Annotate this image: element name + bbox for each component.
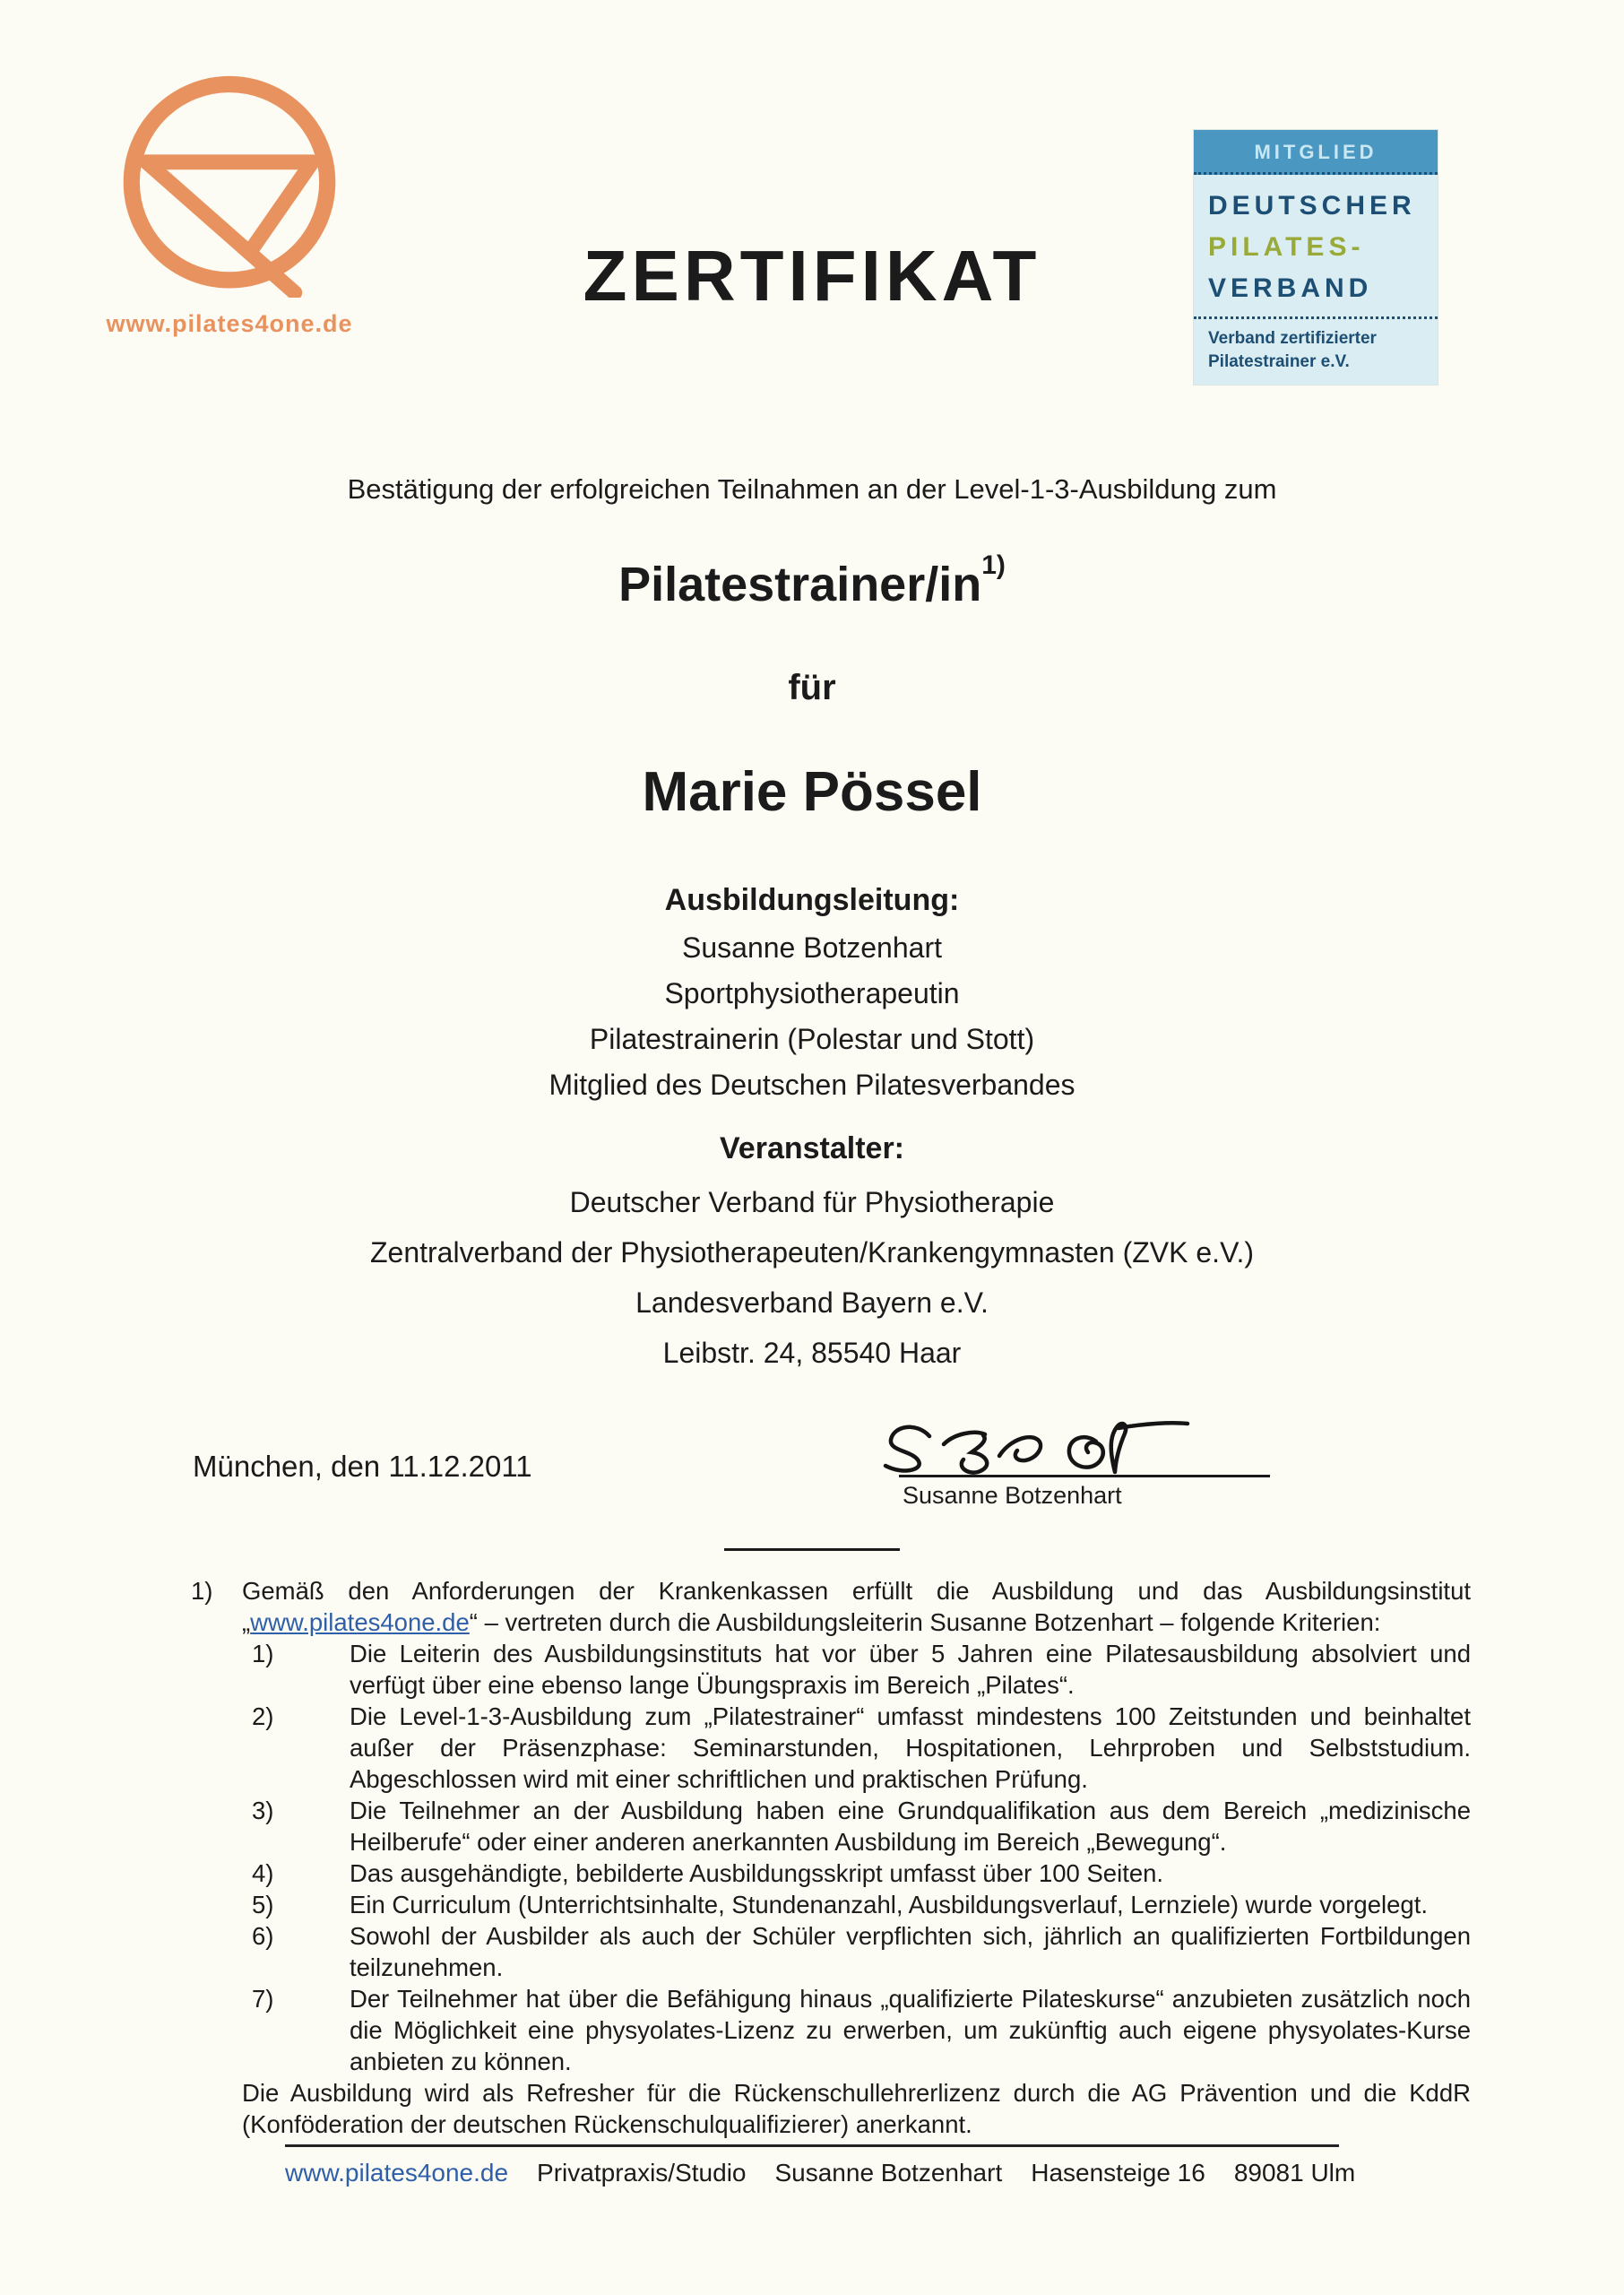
qualification-title: Pilatestrainer/$in^{1)}$ [618, 550, 1006, 611]
footnote-item [191, 1701, 1471, 1795]
footnote-item [191, 1983, 1471, 2077]
training-lead-line: Mitglied des Deutschen Pilatesverbandes [549, 1069, 1075, 1101]
footnote-item-number: 3) [252, 1797, 274, 1824]
badge-subtitle: Verband zertifizierter Pilatestrainer e.V. [1208, 329, 1377, 371]
footnote-closing-note: Die Ausbildung wird als Refresher für die Rückenschullehrerlizenz durch die AG Prävention und die KddR (Konföderation der deutschen Rückenschulqualifizierer) anerkannt. [242, 2079, 1471, 2138]
signature [883, 1420, 1277, 1479]
training-lead-line: Susanne Botzenhart [682, 931, 942, 964]
certificate-title: ZERTIFIKAT [583, 236, 1041, 316]
badge-line-pilates: PILATES- [1208, 232, 1365, 262]
footnote-item-text: Die Level-1-3-Ausbildung zum „Pilatestrainer“ umfasst mindestens 100 Zeitstunden und beinhaltet außer der Präsenzphase: Seminarstunden, Hospitationen, Lehrproben und Selbststudium. Abgeschlossen wird mit einer schriftlichen und praktischen Prüfung. [350, 1702, 1471, 1793]
signature-line [899, 1475, 1270, 1477]
footnote-marker: 1) [191, 1577, 213, 1605]
badge-line-verband: VERBAND [1208, 273, 1373, 303]
footnote-item-number: 7) [252, 1985, 274, 2013]
place-date: München, den 11.12.2011 [193, 1450, 532, 1483]
footnote-separator [724, 1548, 900, 1551]
footnote-item-number: 5) [252, 1891, 274, 1918]
for-label: für [788, 668, 836, 707]
training-lead-line: Pilatestrainerin (Polestar und Stott) [589, 1023, 1035, 1055]
organizer-heading: Veranstalter: [720, 1131, 904, 1165]
footnote-item-text: Der Teilnehmer hat über die Befähigung hinaus „qualifizierte Pilateskurse“ anzubieten zusätzlich noch die Möglichkeit eine physyolates-Lizenz zu erwerben, um zukünftig auch eigene physyolates-Kurse anbieten zu können. [350, 1985, 1471, 2075]
training-lead-heading: Ausbildungsleitung: [664, 883, 960, 917]
footer-studio: Privatpraxis/Studio [537, 2159, 747, 2187]
footnote-item-text: Die Leiterin des Ausbildungsinstituts hat vor über 5 Jahren eine Pilatesausbildung absolviert und verfügt über eine ebenso lange Übungspraxis im Bereich „Pilates“. [350, 1640, 1471, 1699]
recipient-name: Marie Pössel [642, 761, 982, 823]
footnote-item-text: Das ausgehändigte, bebilderte Ausbildungsskript umfasst über 100 Seiten. [350, 1859, 1164, 1887]
footnote-item-number: 4) [252, 1859, 274, 1887]
footnote-item [191, 1889, 1471, 1920]
logo-website-text: www.pilates4one.de [106, 310, 353, 337]
footnote-item [191, 1638, 1471, 1701]
footnote-website-link[interactable]: www.pilates4one.de [250, 1608, 470, 1636]
training-lead-lines [0, 925, 1624, 1108]
footer-website-link[interactable]: www.pilates4one.de [285, 2159, 509, 2187]
training-lead-line: Sportphysiotherapeutin [664, 977, 960, 1009]
badge-line-deutscher: DEUTSCHER [1208, 191, 1416, 221]
organizer-line: Leibstr. 24, 85540 Haar [662, 1337, 962, 1369]
membership-badge [1194, 130, 1438, 385]
footnote-item-number: 1) [252, 1640, 274, 1667]
badge-member-band: MITGLIED [1194, 130, 1438, 175]
footnote-item-number: 6) [252, 1922, 274, 1950]
organizer-line: Deutscher Verband für Physiotherapie [569, 1186, 1055, 1218]
footer-street: Hasensteige 16 [1031, 2159, 1205, 2187]
certificate-body [0, 473, 1624, 1378]
organizer-line: Landesverband Bayern e.V. [635, 1286, 989, 1319]
organizer-lines [0, 1177, 1624, 1378]
footnote-item [191, 1920, 1471, 1983]
footer-owner: Susanne Botzenhart [774, 2159, 1003, 2187]
footnote-item-text: Sowohl der Ausbilder als auch der Schüler verpflichten sich, jährlich an qualifizierten Fortbildungen teilzunehmen. [350, 1922, 1471, 1981]
footnote-intro: 1) Gemäß den Anforderungen der Krankenkassen erfüllt die Ausbildung und das Ausbildungsinstitut „www.pilates4one.de“ – vertreten durch die Ausbildungsleiterin Susanne Botzenhart – folgende Kriterien: [191, 1577, 1471, 1636]
footnote-item [191, 1795, 1471, 1858]
badge-association-name [1194, 175, 1438, 319]
footnote-reference: 1) [981, 550, 1006, 580]
footnote-item-text: Die Teilnehmer an der Ausbildung haben eine Grundqualifikation aus dem Bereich „medizinische Heilberufe“ oder einer anderen anerkannten Ausbildung im Bereich „Bewegung“. [350, 1797, 1471, 1856]
footnote-item [191, 1858, 1471, 1889]
footnote-item-number: 2) [252, 1702, 274, 1730]
footer-city: 89081 Ulm [1233, 2159, 1356, 2187]
footnote-item-text: Ein Curriculum (Unterrichtsinhalte, Stundenanzahl, Ausbildungsverlauf, Lernziele) wurde vorgelegt. [350, 1891, 1428, 1918]
footnote-block [191, 1575, 1471, 2140]
footer [285, 2144, 1356, 2187]
intro-text: Bestätigung der erfolgreichen Teilnahmen an der Level-1-3-Ausbildung zum [347, 473, 1277, 505]
organizer-line: Zentralverband der Physiotherapeuten/Krankengymnasten (ZVK e.V.) [369, 1236, 1255, 1269]
signer-name: Susanne Botzenhart [903, 1482, 1122, 1509]
